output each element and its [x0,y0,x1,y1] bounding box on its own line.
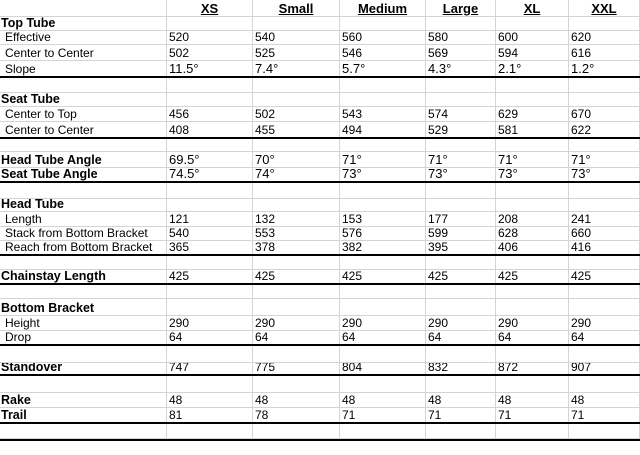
value-cell: 177 [426,212,496,226]
spacer-row [0,285,640,299]
value-cell: 804 [340,363,426,374]
size-header-xs: XS [167,0,253,16]
row-label: Stack from Bottom Bracket [0,227,167,240]
value-cell [496,93,569,106]
value-cell [253,299,340,315]
spacer-row [0,346,640,363]
value-cell [569,199,640,211]
row-label: Length [0,212,167,226]
section-label: Seat Tube Angle [0,168,167,181]
table-row-bottom-bracket [0,299,640,316]
value-cell: 69.5° [167,152,253,167]
size-header-medium: Medium [340,0,426,16]
row-label: Reach from Bottom Bracket [0,241,167,254]
table-row-seat-tube [0,93,640,107]
value-cell: 81 [167,408,253,422]
value-cell [167,17,253,30]
value-cell [496,199,569,211]
row-label [0,183,167,198]
value-cell [253,376,340,392]
size-header-xxl: XXL [569,0,640,16]
value-cell: 48 [167,393,253,407]
value-cell [496,376,569,392]
value-cell [340,256,426,269]
value-cell [340,346,426,362]
value-cell [569,285,640,298]
value-cell [426,256,496,269]
value-cell: 73° [340,168,426,181]
value-cell [569,93,640,106]
value-cell: 569 [426,45,496,60]
value-cell: 48 [496,393,569,407]
value-cell [253,346,340,362]
value-cell: 529 [426,122,496,137]
value-cell: 73° [426,168,496,181]
value-cell [569,299,640,315]
row-label: Center to Top [0,107,167,121]
value-cell [253,424,340,438]
section-label: Top Tube [0,17,167,30]
value-cell: 153 [340,212,426,226]
value-cell: 74° [253,168,340,181]
value-cell: 576 [340,227,426,240]
table-row-slope [0,61,640,78]
value-cell [340,199,426,211]
table-row-standover [0,363,640,376]
row-label [0,424,167,438]
value-cell [426,299,496,315]
value-cell: 132 [253,212,340,226]
value-cell: 74.5° [167,168,253,181]
value-cell [253,285,340,298]
value-cell: 907 [569,363,640,374]
value-cell: 540 [253,31,340,44]
value-cell [167,199,253,211]
table-row-effective [0,31,640,45]
value-cell [496,139,569,151]
value-cell [569,183,640,198]
row-label: Drop [0,331,167,344]
value-cell [253,256,340,269]
value-cell [496,346,569,362]
value-cell [340,285,426,298]
value-cell: 406 [496,241,569,254]
value-cell [569,17,640,30]
value-cell: 546 [340,45,426,60]
value-cell: 71° [340,152,426,167]
value-cell: 71° [426,152,496,167]
value-cell [426,93,496,106]
value-cell [426,346,496,362]
value-cell: 2.1° [496,61,569,76]
value-cell [496,424,569,438]
value-cell: 5.7° [340,61,426,76]
section-label: Head Tube Angle [0,152,167,167]
section-label: Seat Tube [0,93,167,106]
value-cell: 290 [569,316,640,330]
value-cell [569,424,640,438]
row-label: Center to Center [0,45,167,60]
spacer-row [0,78,640,93]
value-cell [167,78,253,92]
value-cell: 64 [167,331,253,344]
value-cell: 540 [167,227,253,240]
table-row-drop [0,331,640,346]
value-cell: 71 [340,408,426,422]
table-row-top-tube [0,17,640,31]
value-cell: 121 [167,212,253,226]
value-cell [426,78,496,92]
value-cell: 832 [426,363,496,374]
value-cell [569,376,640,392]
value-cell: 622 [569,122,640,137]
table-row-stack-from-bottom-bracket [0,227,640,241]
value-cell: 48 [426,393,496,407]
value-cell: 48 [253,393,340,407]
value-cell: 502 [167,45,253,60]
value-cell: 560 [340,31,426,44]
spacer-row [0,139,640,152]
value-cell: 48 [569,393,640,407]
value-cell [253,139,340,151]
value-cell: 290 [496,316,569,330]
value-cell: 574 [426,107,496,121]
row-label [0,346,167,362]
value-cell: 73° [496,168,569,181]
value-cell: 71 [496,408,569,422]
value-cell: 616 [569,45,640,60]
spacer-row [0,376,640,393]
size-header-large: Large [426,0,496,16]
row-label: Effective [0,31,167,44]
table-row-reach-from-bottom-bracket [0,241,640,256]
value-cell: 599 [426,227,496,240]
value-cell [340,17,426,30]
value-cell: 290 [167,316,253,330]
value-cell: 78 [253,408,340,422]
row-label [0,256,167,269]
value-cell [253,17,340,30]
value-cell [426,183,496,198]
value-cell: 64 [569,331,640,344]
value-cell: 425 [340,270,426,283]
value-cell: 600 [496,31,569,44]
value-cell [167,93,253,106]
spacer-row [0,256,640,270]
value-cell: 290 [253,316,340,330]
row-label [0,78,167,92]
value-cell [340,376,426,392]
value-cell: 208 [496,212,569,226]
section-label: Trail [0,408,167,422]
value-cell: 594 [496,45,569,60]
value-cell: 581 [496,122,569,137]
value-cell [426,17,496,30]
value-cell: 494 [340,122,426,137]
value-cell [167,183,253,198]
spacer-row [0,183,640,199]
value-cell: 580 [426,31,496,44]
value-cell: 425 [167,270,253,283]
value-cell: 395 [426,241,496,254]
value-cell [253,183,340,198]
value-cell: 425 [569,270,640,283]
section-label: Standover [0,363,167,374]
table-row-center-to-top [0,107,640,122]
value-cell [167,285,253,298]
value-cell: 70° [253,152,340,167]
value-cell: 408 [167,122,253,137]
table-row-trail [0,408,640,424]
value-cell: 64 [426,331,496,344]
value-cell [340,299,426,315]
value-cell [340,183,426,198]
value-cell [496,78,569,92]
value-cell: 71° [496,152,569,167]
size-header-row [0,0,640,17]
value-cell [496,299,569,315]
table-row-length [0,212,640,227]
value-cell [569,346,640,362]
value-cell [426,139,496,151]
value-cell: 382 [340,241,426,254]
table-row-head-tube-angle [0,152,640,168]
section-label: Chainstay Length [0,270,167,283]
section-label: Bottom Bracket [0,299,167,315]
value-cell [426,376,496,392]
table-row-center-to-center [0,45,640,61]
value-cell: 660 [569,227,640,240]
value-cell: 290 [426,316,496,330]
row-label [0,285,167,298]
value-cell: 455 [253,122,340,137]
table-row-wheelbase [0,439,640,441]
value-cell [253,93,340,106]
value-cell: 416 [569,241,640,254]
value-cell: 425 [426,270,496,283]
value-cell: 525 [253,45,340,60]
value-cell: 872 [496,363,569,374]
value-cell: 71 [426,408,496,422]
table-row-rake [0,393,640,408]
row-label: Height [0,316,167,330]
row-label [0,139,167,151]
value-cell: 629 [496,107,569,121]
value-cell [426,424,496,438]
value-cell [496,17,569,30]
size-header-xl: XL [496,0,569,16]
value-cell [569,78,640,92]
value-cell [496,256,569,269]
size-header-small: Small [253,0,340,16]
value-cell [167,376,253,392]
value-cell: 543 [340,107,426,121]
value-cell [167,346,253,362]
value-cell: 425 [253,270,340,283]
value-cell: 241 [569,212,640,226]
header-corner [0,0,167,16]
value-cell: 520 [167,31,253,44]
value-cell [569,139,640,151]
row-label [0,376,167,392]
row-label: Center to Center [0,122,167,137]
table-row-center-to-center [0,122,640,139]
value-cell: 4.3° [426,61,496,76]
value-cell: 48 [340,393,426,407]
value-cell: 620 [569,31,640,44]
value-cell: 670 [569,107,640,121]
value-cell [340,78,426,92]
value-cell: 1.2° [569,61,640,76]
value-cell: 64 [496,331,569,344]
value-cell: 64 [253,331,340,344]
row-label: Slope [0,61,167,76]
value-cell: 71° [569,152,640,167]
value-cell: 456 [167,107,253,121]
value-cell: 378 [253,241,340,254]
table-row-head-tube [0,199,640,212]
value-cell [340,424,426,438]
value-cell: 71 [569,408,640,422]
value-cell: 64 [340,331,426,344]
value-cell: 502 [253,107,340,121]
value-cell [167,299,253,315]
value-cell: 365 [167,241,253,254]
value-cell [167,139,253,151]
section-label: Head Tube [0,199,167,211]
value-cell: 775 [253,363,340,374]
value-cell: 73° [569,168,640,181]
value-cell [426,285,496,298]
value-cell [253,78,340,92]
value-cell: 290 [340,316,426,330]
value-cell [340,93,426,106]
value-cell: 553 [253,227,340,240]
value-cell [496,183,569,198]
value-cell: 11.5° [167,61,253,76]
table-row-chainstay-length [0,270,640,285]
value-cell [253,199,340,211]
value-cell: 7.4° [253,61,340,76]
section-label: Rake [0,393,167,407]
value-cell [340,139,426,151]
value-cell [167,424,253,438]
value-cell: 628 [496,227,569,240]
value-cell: 425 [496,270,569,283]
table-row-height [0,316,640,331]
spacer-row [0,424,640,439]
value-cell [426,199,496,211]
value-cell: 747 [167,363,253,374]
value-cell [569,256,640,269]
table-row-seat-tube-angle [0,168,640,183]
value-cell [167,256,253,269]
value-cell [496,285,569,298]
